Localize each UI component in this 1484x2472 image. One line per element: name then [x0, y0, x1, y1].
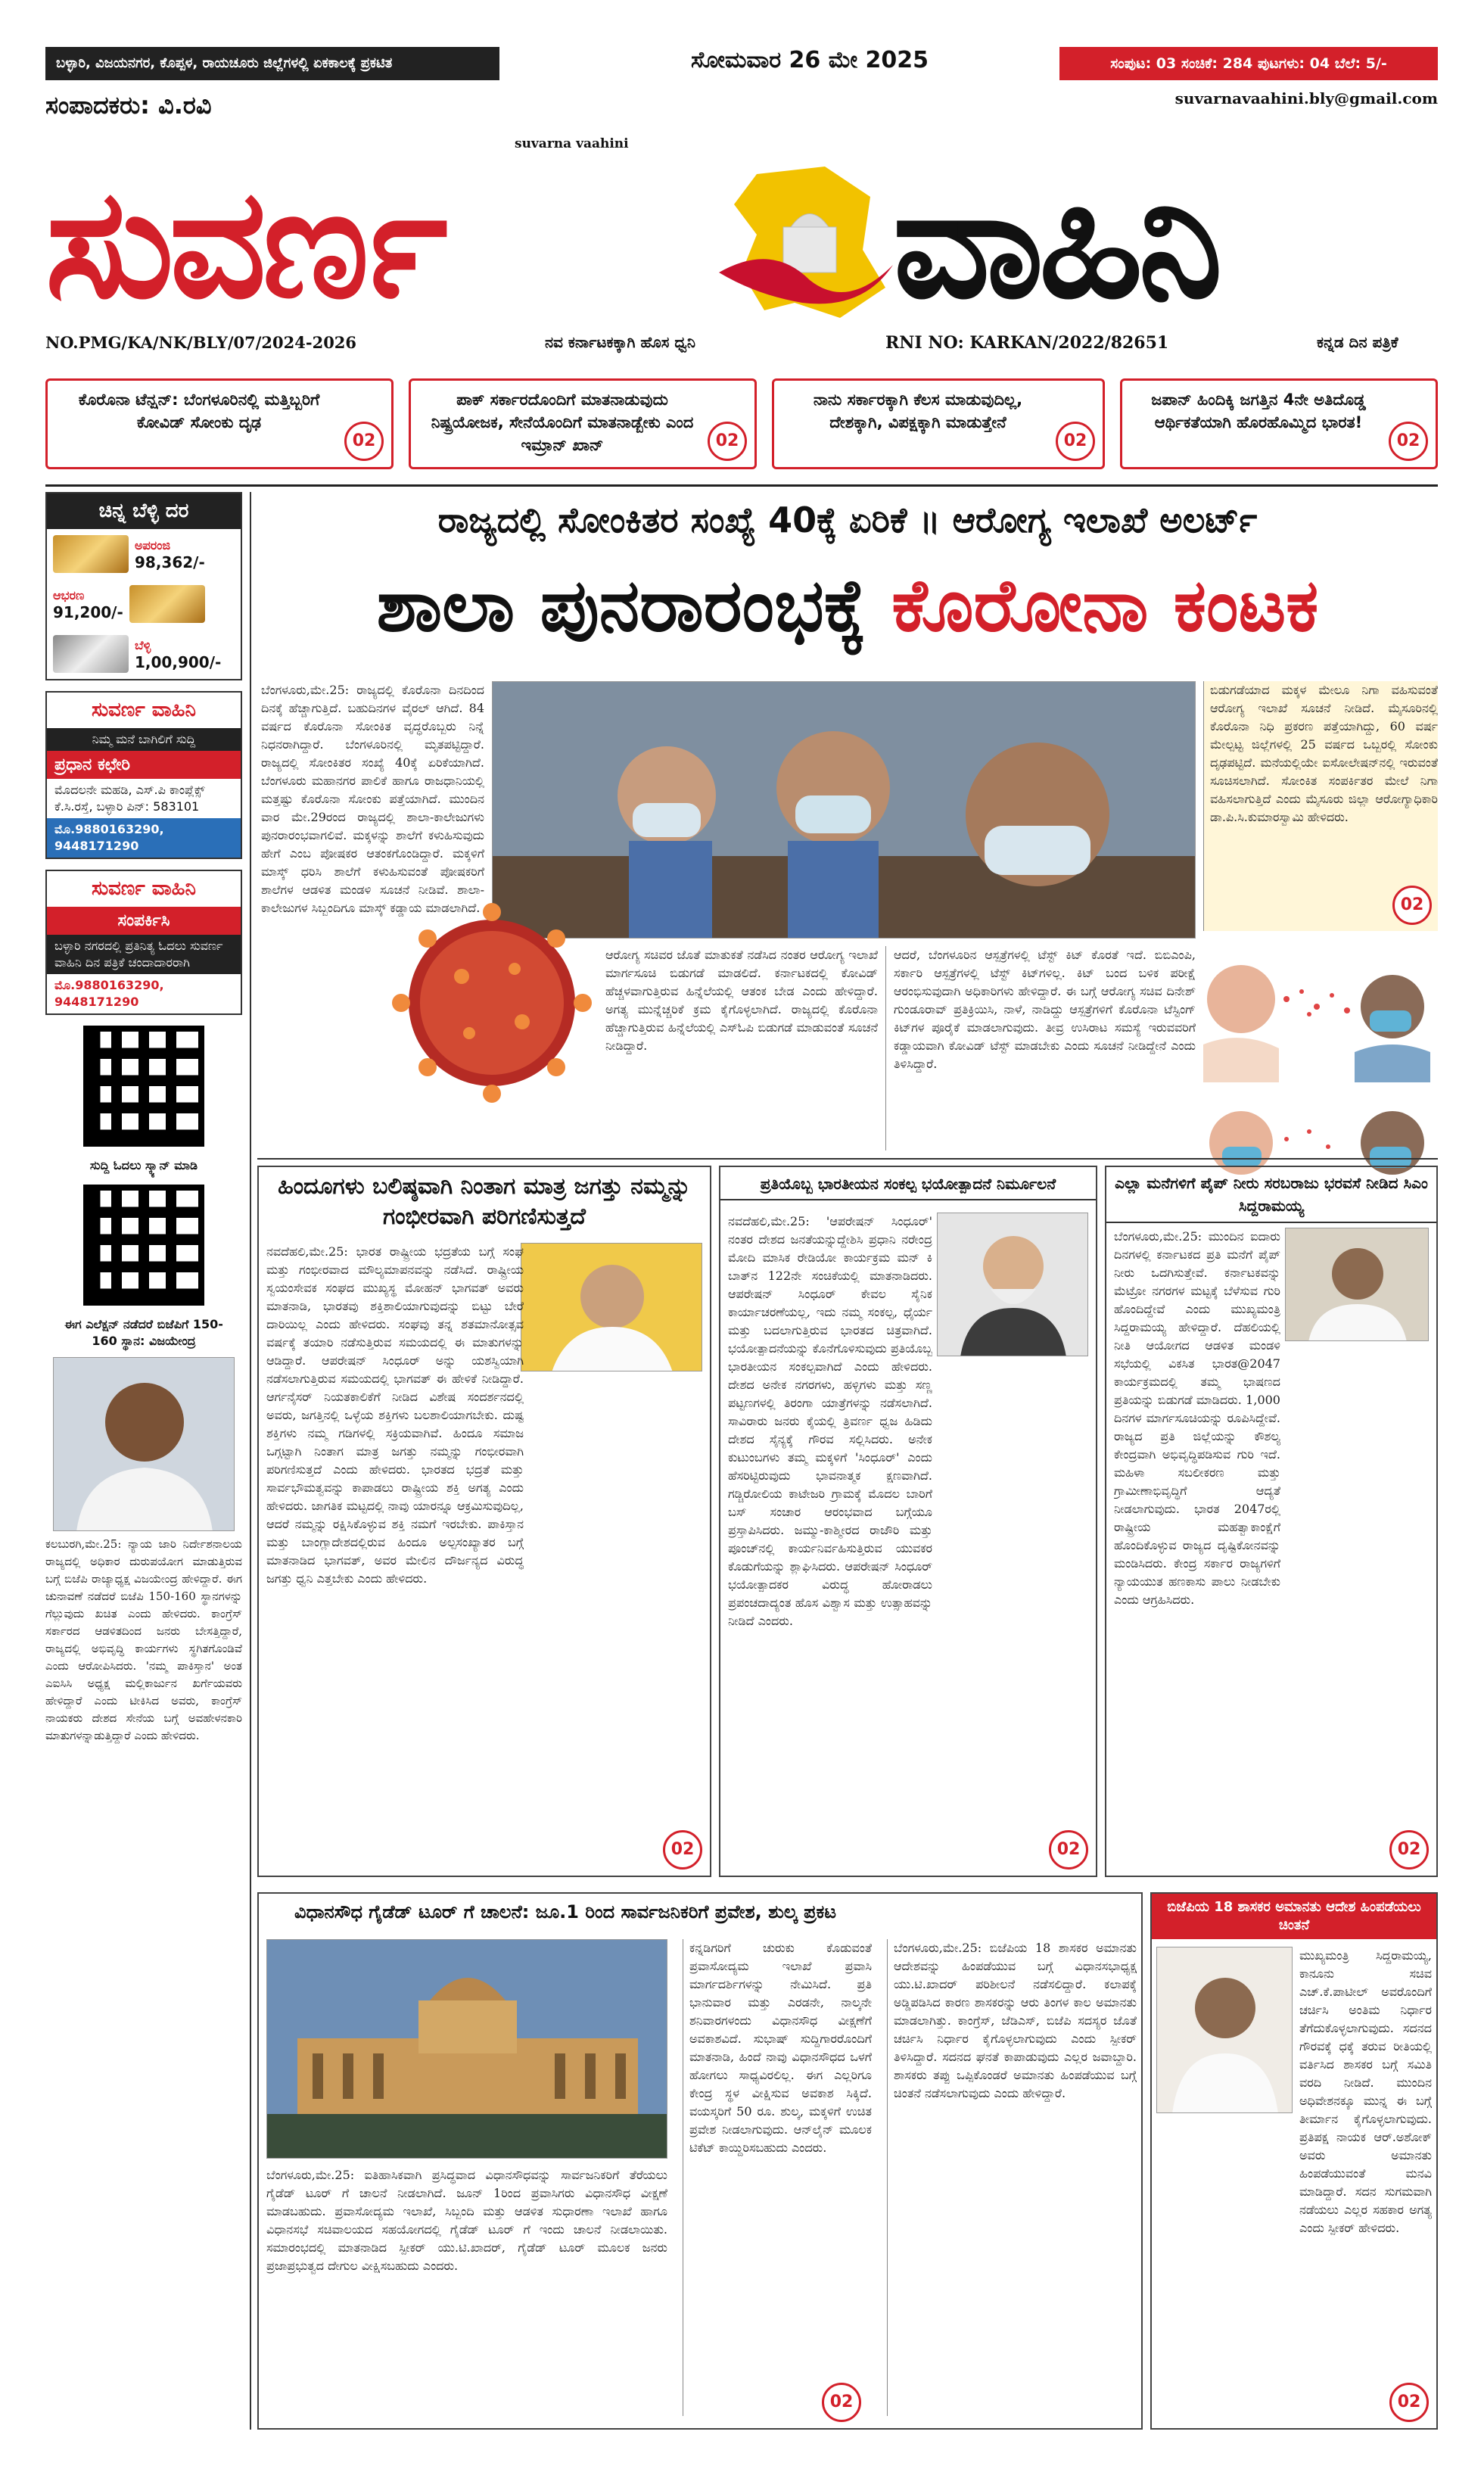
lead-headline — [257, 560, 1438, 651]
page-badge: 02 — [708, 422, 747, 461]
office-sub: ನಿಮ್ಮ ಮನೆ ಬಾಗಿಲಿಗೆ ಸುದ್ದಿ — [47, 728, 241, 751]
lead-kicker: ರಾಜ್ಯದಲ್ಲಿ ಸೋಂಕಿತರ ಸಂಖ್ಯೆ 40ಕ್ಕೆ ಏರಿಕೆ ॥ ಆರೋಗ್ಯ ಇಲಾಖೆ ಅಲರ್ಟ್ — [437, 500, 1258, 540]
paper-type: ಕನ್ನಡ ದಿನ ಪತ್ರಿಕೆ — [1317, 333, 1398, 351]
teaser-text: ಪಾಕ್ ಸರ್ಕಾರದೊಂದಿಗೆ ಮಾತನಾಡುವುದು ನಿಷ್ಪ್ರಯೋಜಕ, ಸೇನೆಯೊಂದಿಗೆ ಮಾತನಾಡ್ಬೇಕು ಎಂದ ಇಮ್ರಾನ್ ಖಾನ್ — [431, 391, 694, 454]
teaser-covid[interactable] — [45, 378, 394, 469]
silver-bar-icon — [53, 635, 129, 673]
modi-photo — [937, 1213, 1088, 1356]
page-badge: 02 — [1049, 1830, 1088, 1870]
page-badge: 02 — [822, 2383, 861, 2422]
office-address: ಮೊದಲನೇ ಮಹಡಿ, ಎಸ್.ಪಿ ಕಾಂಪ್ಲೆಕ್ಸ್ ಕೆ.ಸಿ.ರಸ್ತೆ, ಬಳ್ಳಾರಿ ಪಿನ್: 583101 — [54, 783, 205, 814]
cm-photo — [1285, 1228, 1429, 1341]
headline-part-b: ಕೊರೋನಾ ಕಂಟಕ — [891, 563, 1319, 648]
divider — [45, 484, 1438, 487]
story-modi[interactable] — [719, 1166, 1097, 1877]
lead-col-1: ಬೆಂಗಳೂರು,ಮೇ.25: ರಾಜ್ಯದಲ್ಲಿ ಕೊರೊನಾ ದಿನದಿಂದ ದಿನಕ್ಕೆ ಹೆಚ್ಚಾಗುತ್ತಿದೆ. ಬಹುದಿನಗಳ ವೈರಲ್ ಆಗಿದೆ. 84 ವರ್ಷದ ಕೊರೊನಾ ಸೋಂಕಿತ ವೃದ್ಧರೊಬ್ಬರು ನಿನ್ನೆ ನಿಧನರಾಗಿದ್ದಾರೆ. ಬೆಂಗಳೂರಿನಲ್ಲಿ ಮೃತಪಟ್ಟಿದ್ದಾರೆ. ರಾಜ್ಯದಲ್ಲಿ ಸೋಂಕಿತರ ಸಂಖ್ಯೆ 40ಕ್ಕೆ ಏರಿಕೆಯಾಗಿದೆ. ಬೆಂಗಳೂರು ಮಹಾನಗರ ಪಾಲಿಕೆ ಹಾಗೂ ರಾಜಧಾನಿಯಲ್ಲಿ ಮತ್ತಷ್ಟು ಕೊರೊನಾ ಸೋಂಕು ಪತ್ತೆಯಾಗಿದೆ. ಮುಂದಿನ ವಾರ ಮೇ.29ರಂದ ರಾಜ್ಯದಲ್ಲಿ ಶಾಲಾ-ಕಾಲೇಜುಗಳು ಪುನರಾರಂಭವಾಗಲಿವೆ. ಮಕ್ಕಳನ್ನು ಶಾಲೆಗೆ ಕಳುಹಿಸುವುದು ಹೇಗೆ ಎಂಬ ಪೋಷಕರ ಆತಂಕಗೊಂಡಿದ್ದಾರೆ. ಮಕ್ಕಳಿಗೆ ಮಾಸ್ಕ್ ಧರಿಸಿ ಶಾಲೆಗೆ ಕಳುಹಿಸುವಂತೆ ಪೋಷಕರಿಗೆ ಶಾಲೆಗಳ ಆಡಳಿತ ಮಂಡಳಿ ಸೂಚನೆ ನೀಡಿವೆ. ಶಾಲಾ-ಕಾಲೇಜುಗಳ ಸಿಬ್ಬಂದಿಗೂ ಮಾಸ್ಕ್ ಕಡ್ಡಾಯ ಮಾಡಲಾಗಿದೆ. — [261, 683, 484, 915]
gold24-label: ಅಪರಂಜಿ — [135, 538, 171, 553]
story-bjp[interactable] — [1150, 1892, 1438, 2430]
rni-number: RNI NO: KARKAN/2022/82651 — [885, 333, 1169, 353]
story-modi-body: ನವದೆಹಲಿ,ಮೇ.25: 'ಆಪರೇಷನ್ ಸಿಂಧೂರ್' ನಂತರ ದೇಶದ ಜನತೆಯನ್ನುದ್ದೇಶಿಸಿ ಪ್ರಧಾನಿ ನರೇಂದ್ರ ಮೋದಿ ಮಾಸಿಕ ರೇಡಿಯೋ ಕಾರ್ಯಕ್ರಮ ಮನ್ ಕಿ ಬಾತ್‌ನ 122ನೇ ಸಂಚಿಕೆಯಲ್ಲಿ ಮಾತನಾಡಿದರು. ಆಪರೇಷನ್ ಸಿಂಧೂರ್ ಕೇವಲ ಸೈನಿಕ ಕಾರ್ಯಾಚರಣೆಯಲ್ಲ, ಇದು ನಮ್ಮ ಸಂಕಲ್ಪ, ಧೈರ್ಯ ಮತ್ತು ಬದಲಾಗುತ್ತಿರುವ ಭಾರತದ ಚಿತ್ರವಾಗಿದೆ. ಭಯೋತ್ಪಾದನೆಯನ್ನು ಕೊನೆಗೊಳಿಸುವುದು ಪ್ರತಿಯೊಬ್ಬ ಭಾರತೀಯನ ಸಂಕಲ್ಪವಾಗಿದೆ ಎಂದು ಹೇಳಿದರು. ದೇಶದ ಅನೇಕ ನಗರಗಳು, ಹಳ್ಳಿಗಳು ಮತ್ತು ಸಣ್ಣ ಪಟ್ಟಣಗಳಲ್ಲಿ ತಿರಂಗಾ ಯಾತ್ರೆಗಳನ್ನು ನಡೆಸಲಾಗಿದೆ. ಸಾವಿರಾರು ಜನರು ಕೈಯಲ್ಲಿ ತ್ರಿವರ್ಣ ಧ್ವಜ ಹಿಡಿದು ದೇಶದ ಸೈನ್ಯಕ್ಕೆ ಗೌರವ ಸಲ್ಲಿಸಿದರು. ಅನೇಕ ಕುಟುಂಬಗಳು ತಮ್ಮ ಮಕ್ಕಳಿಗೆ 'ಸಿಂಧೂರ್' ಎಂದು ಹೆಸರಿಟ್ಟಿರುವುದು ಭಾವನಾತ್ಮಕ ಕ್ಷಣವಾಗಿದೆ. ಗಡ್ಚಿರೋಲಿಯ ಕಾಟೇಜರಿ ಗ್ರಾಮಕ್ಕೆ ಮೊದಲ ಬಾರಿಗೆ ಬಸ್ ಸಂಚಾರ ಆರಂಭವಾದ ಬಗ್ಗೆಯೂ ಪ್ರಸ್ತಾಪಿಸಿದರು. ಜಮ್ಮು-ಕಾಶ್ಮೀರದ ರಾಜೌರಿ ಮತ್ತು ಪೂಂಚ್‌ನಲ್ಲಿ ಕಾರ್ಯನಿರ್ವಹಿಸುತ್ತಿರುವ ಯುವಕರ ಕೊಡುಗೆಯನ್ನು ಶ್ಲಾಘಿಸಿದರು. ಆಪರೇಷನ್ ಸಿಂಧೂರ್ ಭಯೋತ್ಪಾದಕರ ವಿರುದ್ಧ ಹೋರಾಡಲು ಪ್ರಪಂಚದಾದ್ಯಂತ ಹೊಸ ವಿಶ್ವಾಸ ಮತ್ತು ಉತ್ಸಾಹವನ್ನು ನೀಡಿದೆ ಎಂದರು. — [728, 1214, 932, 1628]
story-rss-body: ನವದೆಹಲಿ,ಮೇ.25: ಭಾರತ ರಾಷ್ಟ್ರೀಯ ಭದ್ರತೆಯ ಬಗ್ಗೆ ಸಂಘ ಮತ್ತು ಗಂಭೀರವಾದ ಮೌಲ್ಯಮಾಪನವನ್ನು ನಡೆಸಿದೆ. ರಾಷ್ಟ್ರೀಯ ಸ್ವಯಂಸೇವಕ ಸಂಘದ ಮುಖ್ಯಸ್ಥ ಮೋಹನ್ ಭಾಗವತ್ ಅವರು ಮಾತನಾಡಿ, ಭಾರತವು ಶಕ್ತಿಶಾಲಿಯಾಗುವುದನ್ನು ಬಿಟ್ಟು ಬೇರೆ ದಾರಿಯಿಲ್ಲ ಎಂದು ಹೇಳಿದರು. ಸಂಘವು ತನ್ನ ಶತಮಾನೋತ್ಸವ ವರ್ಷಕ್ಕೆ ತಯಾರಿ ನಡೆಸುತ್ತಿರುವ ಸಮಯದಲ್ಲಿ ಈ ಮಾತುಗಳನ್ನು ಆಡಿದ್ದಾರೆ. ಆಪರೇಷನ್ ಸಿಂಧೂರ್ ಅನ್ನು ಯಶಸ್ವಿಯಾಗಿ ನಡೆಸಲಾಗುತ್ತಿರುವ ಸಮಯದಲ್ಲಿ ಭಾಗವತ್ ಈ ಹೇಳಿಕೆ ನೀಡಿದ್ದಾರೆ. ಆರ್ಗನೈಸರ್ ನಿಯತಕಾಲಿಕೆಗೆ ನೀಡಿದ ವಿಶೇಷ ಸಂದರ್ಶನದಲ್ಲಿ ಅವರು, ಜಗತ್ತಿನಲ್ಲಿ ಒಳ್ಳೆಯ ಶಕ್ತಿಗಳು ಬಲಶಾಲಿಯಾಗಬೇಕು. ದುಷ್ಟ ಶಕ್ತಿಗಳು ನಮ್ಮ ಗಡಿಗಳಲ್ಲಿ ಸಕ್ರಿಯವಾಗಿವೆ. ಹಿಂದೂ ಸಮಾಜ ಒಗ್ಗಟ್ಟಾಗಿ ನಿಂತಾಗ ಮಾತ್ರ ಜಗತ್ತು ನಮ್ಮನ್ನು ಗಂಭೀರವಾಗಿ ಪರಿಗಣಿಸುತ್ತದೆ ಎಂದು ಹೇಳಿದರು. ಭಾರತದ ಭದ್ರತೆ ಮತ್ತು ಸಾರ್ವಭೌಮತ್ವವನ್ನು ಕಾಪಾಡಲು ರಾಷ್ಟ್ರೀಯ ಶಕ್ತಿ ಅಗತ್ಯ ಎಂದು ಹೇಳಿದರು. ಜಾಗತಿಕ ಮಟ್ಟದಲ್ಲಿ ನಾವು ಯಾರನ್ನೂ ಆಕ್ರಮಿಸುವುದಿಲ್ಲ, ಆದರೆ ನಮ್ಮನ್ನು ರಕ್ಷಿಸಿಕೊಳ್ಳುವ ಶಕ್ತಿ ನಮಗೆ ಇರಬೇಕು. ಪಾಕಿಸ್ತಾನ ಮತ್ತು ಬಾಂಗ್ಲಾದೇಶದಲ್ಲಿರುವ ಹಿಂದೂ ಅಲ್ಪಸಂಖ್ಯಾತರ ಬಗ್ಗೆ ಮಾತನಾಡಿದ ಭಾಗವತ್, ಅವರ ಮೇಲಿನ ದೌರ್ಜನ್ಯದ ವಿರುದ್ಧ ಜಗತ್ತು ಧ್ವನಿ ಎತ್ತಬೇಕು ಎಂದು ಹೇಳಿದರು. — [266, 1244, 524, 1586]
gold22-price: 91,200/- — [53, 603, 123, 621]
teaser-pak[interactable] — [409, 378, 757, 469]
gold22-label: ಆಭರಣ — [53, 588, 85, 602]
tagline: ನವ ಕರ್ನಾಟಕಕ್ಕಾಗಿ ಹೊಸ ಧ್ವನಿ — [545, 333, 696, 351]
page-badge: 02 — [1389, 1830, 1429, 1870]
gold24-price: 98,362/- — [135, 553, 205, 571]
page-badge: 02 — [1389, 2383, 1429, 2422]
vidhana-col-3: ಬೆಂಗಳೂರು,ಮೇ.25: ಬಿಜೆಪಿಯ 18 ಶಾಸಕರ ಅಮಾನತು ಆದೇಶವನ್ನು ಹಿಂಪಡೆಯುವ ಬಗ್ಗೆ ವಿಧಾನಸಭಾಧ್ಯಕ್ಷ ಯು.ಟಿ.ಖಾದರ್ ಪರಿಶೀಲನೆ ನಡೆಸಲಿದ್ದಾರೆ. ಕಲಾಪಕ್ಕೆ ಅಡ್ಡಿಪಡಿಸಿದ ಕಾರಣ ಶಾಸಕರನ್ನು ಆರು ತಿಂಗಳ ಕಾಲ ಅಮಾನತು ಮಾಡಲಾಗಿತ್ತು. ಕಾಂಗ್ರೆಸ್, ಜೆಡಿಎಸ್, ಬಿಜೆಪಿ ಸದಸ್ಯರ ಜೊತೆ ಚರ್ಚಿಸಿ ನಿರ್ಧಾರ ಕೈಗೊಳ್ಳಲಾಗುವುದು ಎಂದು ಸ್ಪೀಕರ್ ತಿಳಿಸಿದ್ದಾರೆ. ಸದನದ ಘನತೆ ಕಾಪಾಡುವುದು ಎಲ್ಲರ ಜವಾಬ್ದಾರಿ. ಶಾಸಕರು ತಪ್ಪು ಒಪ್ಪಿಕೊಂಡರೆ ಅಮಾನತು ಹಿಂಪಡೆಯುವ ಬಗ್ಗೆ ಚಿಂತನೆ ನಡೆಸಲಾಗುವುದು ಎಂದು ಹೇಳಿದ್ದಾರೆ. — [887, 1939, 1137, 2416]
silver-label: ಬೆಳ್ಳಿ — [135, 638, 151, 652]
subscribe-title: ಸಂಪರ್ಕಿಸಿ — [47, 907, 241, 935]
headline-part-a: ಶಾಲಾ ಪುನರಾರಂಭಕ್ಕೆ — [376, 563, 866, 648]
email-link[interactable]: suvarnavaahini.bly@gmail.com — [1174, 89, 1438, 107]
brand-small: suvarna vaahini — [515, 136, 629, 151]
politician-photo — [53, 1357, 235, 1531]
page-badge: 02 — [1056, 422, 1095, 461]
teaser-nation[interactable] — [772, 378, 1105, 469]
vidhana-col-2: ಕನ್ನಡಿಗರಿಗೆ ಚುರುಕು ಕೊಡುವಂತೆ ಪ್ರವಾಸೋದ್ಯಮ ಇಲಾಖೆ ಪ್ರವಾಸಿ ಮಾರ್ಗದರ್ಶಿಗಳನ್ನು ನೇಮಿಸಿದೆ. ಪ್ರತಿ ಭಾನುವಾರ ಮತ್ತು ಎರಡನೇ, ನಾಲ್ಕನೇ ಶನಿವಾರಗಳಂದು ವಿಧಾನಸೌಧ ವೀಕ್ಷಣೆಗೆ ಅವಕಾಶವಿದೆ. ಸುಭಾಷ್ ಸುದ್ದಿಗಾರರೊಂದಿಗೆ ಮಾತನಾಡಿ, ಹಿಂದೆ ನಾವು ವಿಧಾನಸೌಧದ ಒಳಗೆ ಹೋಗಲು ಸಾಧ್ಯವಿರಲಿಲ್ಲ. ಈಗ ಎಲ್ಲರಿಗೂ ಕೇಂದ್ರ ಸ್ಥಳ ವೀಕ್ಷಿಸುವ ಅವಕಾಶ ಸಿಕ್ಕಿದೆ. ವಯಸ್ಕರಿಗೆ 50 ರೂ. ಶುಲ್ಕ, ಮಕ್ಕಳಿಗೆ ಉಚಿತ ಪ್ರವೇಶ ನೀಡಲಾಗುವುದು. ಆನ್‌ಲೈನ್ ಮೂಲಕ ಟಿಕೆಟ್ ಕಾಯ್ದಿರಿಸಬಹುದು ಎಂದರು. — [683, 1939, 872, 2416]
page-badge: 02 — [344, 422, 384, 461]
speaker-photo — [1156, 1947, 1293, 2113]
office-brand: ಸುವರ್ಣ ವಾಹಿನಿ — [47, 693, 241, 728]
subscribe-box — [45, 870, 242, 1015]
registration-number: NO.PMG/KA/NK/BLY/07/2024-2026 — [45, 333, 357, 352]
story-rss-title: ಹಿಂದೂಗಳು ಬಲಿಷ್ಠವಾಗಿ ನಿಂತಾಗ ಮಾತ್ರ ಜಗತ್ತು ನಮ್ಮನ್ನು ಗಂಭೀರವಾಗಿ ಪರಿಗಣಿಸುತ್ತದೆ — [278, 1173, 691, 1230]
office-title: ಪ್ರಧಾನ ಕಛೇರಿ — [47, 751, 241, 779]
masthead-left: ಸುವರ್ಣ — [45, 156, 443, 332]
qr-label: ಸುದ್ದಿ ಓದಲು ಸ್ಕ್ಯಾನ್ ಮಾಡಿ — [89, 1158, 198, 1172]
gold-bar-icon — [53, 535, 129, 573]
masthead-emblem — [711, 159, 901, 325]
sidebar-rule — [250, 492, 251, 2430]
vidhana-col-1: ಬೆಂಗಳೂರು,ಮೇ.25: ಐತಿಹಾಸಿಕವಾಗಿ ಪ್ರಸಿದ್ಧವಾದ ವಿಧಾನಸೌಧವನ್ನು ಸಾರ್ವಜನಿಕರಿಗೆ ತೆರೆಯಲು ಗೈಡೆಡ್ ಟೂರ್ ಗೆ ಚಾಲನೆ ನೀಡಲಾಗಿದೆ. ಜೂನ್ 1ರಿಂದ ಪ್ರವಾಸಿಗರು ವಿಧಾನಸೌಧ ವೀಕ್ಷಣೆ ಮಾಡಬಹುದು. ಪ್ರವಾಸೋದ್ಯಮ ಇಲಾಖೆ, ಸಿಬ್ಬಂದಿ ಮತ್ತು ಆಡಳಿತ ಸುಧಾರಣಾ ಇಲಾಖೆ ಹಾಗೂ ವಿಧಾನಸಭೆ ಸಚಿವಾಲಯದ ಸಹಯೋಗದಲ್ಲಿ ಗೈಡೆಡ್ ಟೂರ್ ಗೆ ಇಂದು ಚಾಲನೆ ನೀಡಲಾಯಿತು. ಸಮಾರಂಭದಲ್ಲಿ ಮಾತನಾಡಿದ ಸ್ಪೀಕರ್ ಯು.ಟಿ.ಖಾದರ್, ಗೈಡೆಡ್ ಟೂರ್ ಮೂಲಕ ಜನರು ಪ್ರಜಾಪ್ರಭುತ್ವದ ದೇಗುಲ ವೀಕ್ಷಿಸಬಹುದು ಎಂದರು. — [266, 2168, 667, 2273]
vidhana-soudha-photo — [266, 1939, 667, 2159]
lead-page-badge: 02 — [1392, 886, 1432, 925]
rates-box — [45, 492, 242, 680]
story-vidhana-title: ವಿಧಾನಸೌಧ ಗೈಡೆಡ್ ಟೂರ್ ಗೆ ಚಾಲನೆ: ಜೂ.1 ರಿಂದ ಸಾರ್ವಜನಿಕರಿಗೆ ಪ್ರವೇಶ, ಶುಲ್ಕ ಪ್ರಕಟ — [294, 1901, 837, 1922]
rss-chief-photo — [521, 1243, 702, 1371]
issue-info: ಸಂಪುಟ: 03 ಸಂಚಿಕೆ: 284 ಪುಟಗಳು: 04 ಬೆಲೆ: 5/- — [1059, 47, 1438, 80]
page-badge: 02 — [1389, 422, 1428, 461]
ad-caption: ಈಗ ಎಲೆಕ್ಷನ್ ನಡೆದರೆ ಬಿಜೆಪಿಗೆ 150-160 ಸ್ಥಾನ: ವಿಜಯೇಂದ್ರ — [64, 1317, 223, 1348]
rates-title: ಚಿನ್ನ ಬೆಳ್ಳಿ ದರ — [47, 493, 241, 529]
teaser-text: ಜಪಾನ್ ಹಿಂದಿಕ್ಕಿ ಜಗತ್ತಿನ 4ನೇ ಅತಿದೊಡ್ಡ ಆರ್ಥಿಕತೆಯಾಗಿ ಹೊರಹೊಮ್ಮಿದ ಭಾರತ! — [1151, 391, 1366, 431]
subscribe-brand: ಸುವರ್ಣ ವಾಹಿನಿ — [47, 871, 241, 907]
story-vidhana[interactable] — [257, 1892, 1143, 2430]
gold-jewel-icon — [129, 585, 205, 623]
teaser-text: ನಾನು ಸರ್ಕಾರಕ್ಕಾಗಿ ಕೆಲಸ ಮಾಡುವುದಿಲ್ಲ, ದೇಶಕ್ಕಾಗಿ, ವಿಪಕ್ಷಕ್ಕಾಗಿ ಮಾಡುತ್ತೇನೆ — [813, 391, 1023, 431]
story-bjp-title: ಬಿಜೆಪಿಯ 18 ಶಾಸಕರ ಅಮಾನತು ಆದೇಶ ಹಿಂಪಡೆಯಲು ಚಿಂತನೆ — [1152, 1894, 1436, 1939]
region-banner: ಬಳ್ಳಾರಿ, ವಿಜಯನಗರ, ಕೊಪ್ಪಳ, ರಾಯಚೂರು ಜಿಲ್ಲೆಗಳಲ್ಲಿ ಏಕಕಾಲಕ್ಕೆ ಪ್ರಕಟಿತ — [45, 47, 499, 80]
divider — [257, 1158, 1438, 1160]
story-cm-title: ಎಲ್ಲಾ ಮನೆಗಳಿಗೆ ಪೈಪ್ ನೀರು ಸರಬರಾಜು ಭರವಸೆ ನೀಡಿದ ಸಿಎಂ ಸಿದ್ದರಾಮಯ್ಯ — [1106, 1167, 1436, 1223]
office-box — [45, 691, 242, 859]
story-cm[interactable] — [1105, 1166, 1438, 1877]
lead-col-3: ಆದರೆ, ಬೆಂಗಳೂರಿನ ಆಸ್ಪತ್ರೆಗಳಲ್ಲಿ ಟೆಸ್ಟ್ ಕಿಟ್ ಕೊರತೆ ಇದೆ. ಬಿಬಿಎಂಪಿ, ಸರ್ಕಾರಿ ಆಸ್ಪತ್ರೆಗಳಲ್ಲಿ ಟೆಸ್ಟ್ ಕಿಟ್‌ಗಳಿಲ್ಲ. ಕಿಟ್ ಬಂದ ಬಳಿಕ ಪರೀಕ್ಷೆ ಆರಂಭಿಸುವುದಾಗಿ ಅಧಿಕಾರಿಗಳು ಹೇಳಿದ್ದಾರೆ. ಈ ಬಗ್ಗೆ ಆರೋಗ್ಯ ಸಚಿವ ದಿನೇಶ್ ಗುಂಡೂರಾವ್ ಪ್ರತಿಕ್ರಿಯಿಸಿ, ನಾಳೆ, ನಾಡಿದ್ದು ಆಸ್ಪತ್ರೆಗಳಿಗೆ ಕೊರೊನಾ ಟೆಸ್ಟಿಂಗ್ ಕಿಟ್‌ಗಳ ಪೂರೈಕೆ ಮಾಡಲಾಗುವುದು. ತೀವ್ರ ಉಸಿರಾಟ ಸಮಸ್ಯೆ ಇರುವವರಿಗೆ ಕಡ್ಡಾಯವಾಗಿ ಕೋವಿಡ್ ಟೆಸ್ಟ್ ಮಾಡಬೇಕು ಎಂದು ಸೂಚನೆ ನೀಡಿದ್ದೇನೆ ಎಂದು ತಿಳಿಸಿದ್ದಾರೆ. — [885, 946, 1196, 1150]
page-badge: 02 — [663, 1830, 702, 1870]
story-bjp-body: ಮುಖ್ಯಮಂತ್ರಿ ಸಿದ್ದರಾಮಯ್ಯ, ಕಾನೂನು ಸಚಿವ ಎಚ್.ಕೆ.ಪಾಟೀಲ್ ಅವರೊಂದಿಗೆ ಚರ್ಚಿಸಿ ಅಂತಿಮ ನಿರ್ಧಾರ ತೆಗೆದುಕೊಳ್ಳಲಾಗುವುದು. ಸದನದ ಗೌರವಕ್ಕೆ ಧಕ್ಕೆ ತರುವ ರೀತಿಯಲ್ಲಿ ವರ್ತಿಸಿದ ಶಾಸಕರ ಬಗ್ಗೆ ಸಮಿತಿ ವರದಿ ನೀಡಿದೆ. ಮುಂದಿನ ಅಧಿವೇಶನಕ್ಕೂ ಮುನ್ನ ಈ ಬಗ್ಗೆ ತೀರ್ಮಾನ ಕೈಗೊಳ್ಳಲಾಗುವುದು. ಪ್ರತಿಪಕ್ಷ ನಾಯಕ ಆರ್.ಅಶೋಕ್ ಅವರು ಅಮಾನತು ಹಿಂಪಡೆಯುವಂತೆ ಮನವಿ ಮಾಡಿದ್ದಾರೆ. ಸದನ ಸುಗಮವಾಗಿ ನಡೆಯಲು ಎಲ್ಲರ ಸಹಕಾರ ಅಗತ್ಯ ಎಂದು ಸ್ಪೀಕರ್ ಹೇಳಿದರು. — [1299, 1948, 1432, 2235]
issue-date: ಸೋಮವಾರ 26 ಮೇ 2025 — [690, 47, 929, 73]
qr-code-icon[interactable] — [83, 1026, 204, 1147]
teaser-text: ಕೊರೊನಾ ಟೆನ್ಷನ್: ಬೆಂಗಳೂರಿನಲ್ಲಿ ಮತ್ತಿಬ್ಬರಿಗೆ ಕೋವಿಡ್ ಸೋಂಕು ದೃಢ — [78, 391, 320, 431]
office-phone[interactable]: ಮೊ.9880163290, 9448171290 — [47, 818, 241, 858]
story-rss[interactable] — [257, 1166, 711, 1877]
editor-line: ಸಂಪಾದಕರು: ವಿ.ರವಿ — [45, 91, 212, 120]
subscribe-text: ಬಳ್ಳಾರಿ ನಗರದಲ್ಲಿ ಪ್ರತಿನಿತ್ಯ ಓದಲು ಸುವರ್ಣ ವಾಹಿನಿ ದಿನ ಪತ್ರಿಕೆ ಚಂದಾದಾರರಾಗಿ — [47, 935, 241, 974]
story-modi-title: ಪ್ರತಿಯೊಬ್ಬ ಭಾರತೀಯನ ಸಂಕಲ್ಪ ಭಯೋತ್ಪಾದನೆ ನಿರ್ಮೂಲನೆ — [720, 1167, 1096, 1200]
side-article: ಕಲಬುರಗಿ,ಮೇ.25: ನ್ಯಾಯ ಜಾರಿ ನಿರ್ದೇಶನಾಲಯ ರಾಜ್ಯದಲ್ಲಿ ಅಧಿಕಾರ ದುರುಪಯೋಗ ಮಾಡುತ್ತಿರುವ ಬಗ್ಗೆ ಬಿಜೆಪಿ ರಾಜ್ಯಾಧ್ಯಕ್ಷ ವಿಜಯೇಂದ್ರ ಹೇಳಿದ್ದಾರೆ. ಈಗ ಚುನಾವಣೆ ನಡೆದರೆ ಬಿಜೆಪಿ 150-160 ಸ್ಥಾನಗಳನ್ನು ಗೆಲ್ಲುವುದು ಖಚಿತ ಎಂದು ಹೇಳಿದರು. ಕಾಂಗ್ರೆಸ್ ಸರ್ಕಾರದ ಆಡಳಿತದಿಂದ ಜನರು ಬೇಸತ್ತಿದ್ದಾರೆ, ರಾಜ್ಯದಲ್ಲಿ ಅಭಿವೃದ್ಧಿ ಕಾರ್ಯಗಳು ಸ್ಥಗಿತಗೊಂಡಿವೆ ಎಂದು ಆರೋಪಿಸಿದರು. 'ನಮ್ಮ ಪಾಕಿಸ್ತಾನ' ಅಂತ ಎಐಸಿಸಿ ಅಧ್ಯಕ್ಷ ಮಲ್ಲಿಕಾರ್ಜುನ ಖರ್ಗೆಯವರು ಹೇಳಿದ್ದಾರೆ ಎಂದು ಟೀಕಿಸಿದ ಅವರು, ಕಾಂಗ್ರೆಸ್ ನಾಯಕರು ದೇಶದ ಸೇನೆಯ ಬಗ್ಗೆ ಅವಹೇಳನಕಾರಿ ಮಾತುಗಳನ್ನಾಡುತ್ತಿದ್ದಾರೆ ಎಂದು ಹೇಳಿದರು. — [45, 1537, 242, 1742]
lead-col-2: ಆರೋಗ್ಯ ಸಚಿವರ ಜೊತೆ ಮಾತುಕತೆ ನಡೆಸಿದ ನಂತರ ಆರೋಗ್ಯ ಇಲಾಖೆ ಮಾರ್ಗಸೂಚಿ ಬಿಡುಗಡೆ ಮಾಡಲಿದೆ. ಕರ್ನಾಟಕದಲ್ಲಿ ಕೋವಿಡ್ ಹೆಚ್ಚಳವಾಗುತ್ತಿರುವ ಹಿನ್ನೆಲೆಯಲ್ಲಿ ಆತಂಕ ಬೇಡ ಎಂದು ಹೇಳಿದ್ದಾರೆ. ಅಗತ್ಯ ಮುನ್ನೆಚ್ಚರಿಕೆ ಕ್ರಮ ಕೈಗೊಳ್ಳಲಾಗಿದೆ. ರಾಜ್ಯದಲ್ಲಿ ಕೊರೊನಾ ಹೆಚ್ಚಾಗುತ್ತಿರುವ ಹಿನ್ನೆಲೆಯಲ್ಲಿ ಎಸ್ಓಪಿ ಬಿಡುಗಡೆ ಮಾಡುವಂತೆ ಸೂಚನೆ ನೀಡಿದ್ದಾರೆ. — [605, 948, 878, 1053]
sidebar — [45, 492, 242, 2255]
masthead-right: ವಾಹಿನಿ — [893, 156, 1218, 332]
lead-col-5: ಬಿಡುಗಡೆಯಾದ ಮಕ್ಕಳ ಮೇಲೂ ನಿಗಾ ವಹಿಸುವಂತೆ ಆರೋಗ್ಯ ಇಲಾಖೆ ಸೂಚನೆ ನೀಡಿದೆ. ಮೈಸೂರಿನಲ್ಲಿ ಕೊರೊನಾ ನಿಧಿ ಪ್ರಕರಣ ಪತ್ತೆಯಾಗಿದ್ದು, 60 ವರ್ಷ ಮೇಲ್ಪಟ್ಟ ಜಿಲ್ಲೆಗಳಲ್ಲಿ 25 ವರ್ಷದ ಒಬ್ಬರಲ್ಲಿ ಸೋಂಕು ದೃಢಪಟ್ಟಿದೆ. ಮನೆಯಲ್ಲಿಯೇ ಐಸೋಲೇಷನ್‌ನಲ್ಲಿ ಇರುವಂತೆ ಸೂಚಿಸಲಾಗಿದೆ. ಸೋಂಕಿತ ಸಂಪರ್ಕಿತರ ಮೇಲೆ ನಿಗಾ ವಹಿಸಲಾಗುತ್ತಿದೆ ಎಂದು ಮೈಸೂರು ಜಿಲ್ಲಾ ಆರೋಗ್ಯಾಧಿಕಾರಿ ಡಾ.ಪಿ.ಸಿ.ಕುಮಾರಸ್ವಾಮಿ ಹೇಳಿದರು. — [1203, 681, 1438, 931]
teaser-economy[interactable] — [1120, 378, 1438, 469]
story-cm-body: ಬೆಂಗಳೂರು,ಮೇ.25: ಮುಂದಿನ ಐದಾರು ದಿನಗಳಲ್ಲಿ ಕರ್ನಾಟಕದ ಪ್ರತಿ ಮನೆಗೆ ಪೈಪ್ ನೀರು ಒದಗಿಸುತ್ತೇವೆ. ಕರ್ನಾಟಕವನ್ನು ಮೆಟ್ರೋ ನಗರಗಳ ಮಟ್ಟಕ್ಕೆ ಬೆಳೆಸುವ ಗುರಿ ಹೊಂದಿದ್ದೇವೆ ಎಂದು ಮುಖ್ಯಮಂತ್ರಿ ಸಿದ್ದರಾಮಯ್ಯ ಹೇಳಿದ್ದಾರೆ. ದೆಹಲಿಯಲ್ಲಿ ನೀತಿ ಆಯೋಗದ ಆಡಳಿತ ಮಂಡಳಿ ಸಭೆಯಲ್ಲಿ ವಿಕಸಿತ ಭಾರತ@2047 ಕಾರ್ಯಕ್ರಮದಲ್ಲಿ ತಮ್ಮ ಭಾಷಣದ ಪ್ರತಿಯನ್ನು ಬಿಡುಗಡೆ ಮಾಡಿದರು. 1,000 ದಿನಗಳ ಮಾರ್ಗಸೂಚಿಯನ್ನು ರೂಪಿಸಿದ್ದೇವೆ. ರಾಜ್ಯದ ಪ್ರತಿ ಜಿಲ್ಲೆಯನ್ನು ಕೌಶಲ್ಯ ಕೇಂದ್ರವಾಗಿ ಅಭಿವೃದ್ಧಿಪಡಿಸುವ ಗುರಿ ಇದೆ. ಮಹಿಳಾ ಸಬಲೀಕರಣ ಮತ್ತು ಗ್ರಾಮೀಣಾಭಿವೃದ್ಧಿಗೆ ಆದ್ಯತೆ ನೀಡಲಾಗುವುದು. ಭಾರತ 2047ರಲ್ಲಿ ರಾಷ್ಟ್ರೀಯ ಮಹತ್ವಾಕಾಂಕ್ಷೆಗೆ ಹೊಂದಿಕೊಳ್ಳುವ ರಾಜ್ಯದ ದೃಷ್ಟಿಕೋನವನ್ನು ಮಂಡಿಸಿದರು. ಕೇಂದ್ರ ಸರ್ಕಾರ ರಾಜ್ಯಗಳಿಗೆ ನ್ಯಾಯಯುತ ಹಣಕಾಸು ಪಾಲು ನೀಡಬೇಕು ಎಂದು ಆಗ್ರಹಿಸಿದರು. — [1114, 1229, 1280, 1607]
silver-price: 1,00,900/- — [135, 653, 222, 671]
subscribe-phone[interactable]: ಮೊ.9880163290, 9448171290 — [54, 978, 164, 1009]
qr-code-icon-2[interactable] — [83, 1185, 204, 1306]
